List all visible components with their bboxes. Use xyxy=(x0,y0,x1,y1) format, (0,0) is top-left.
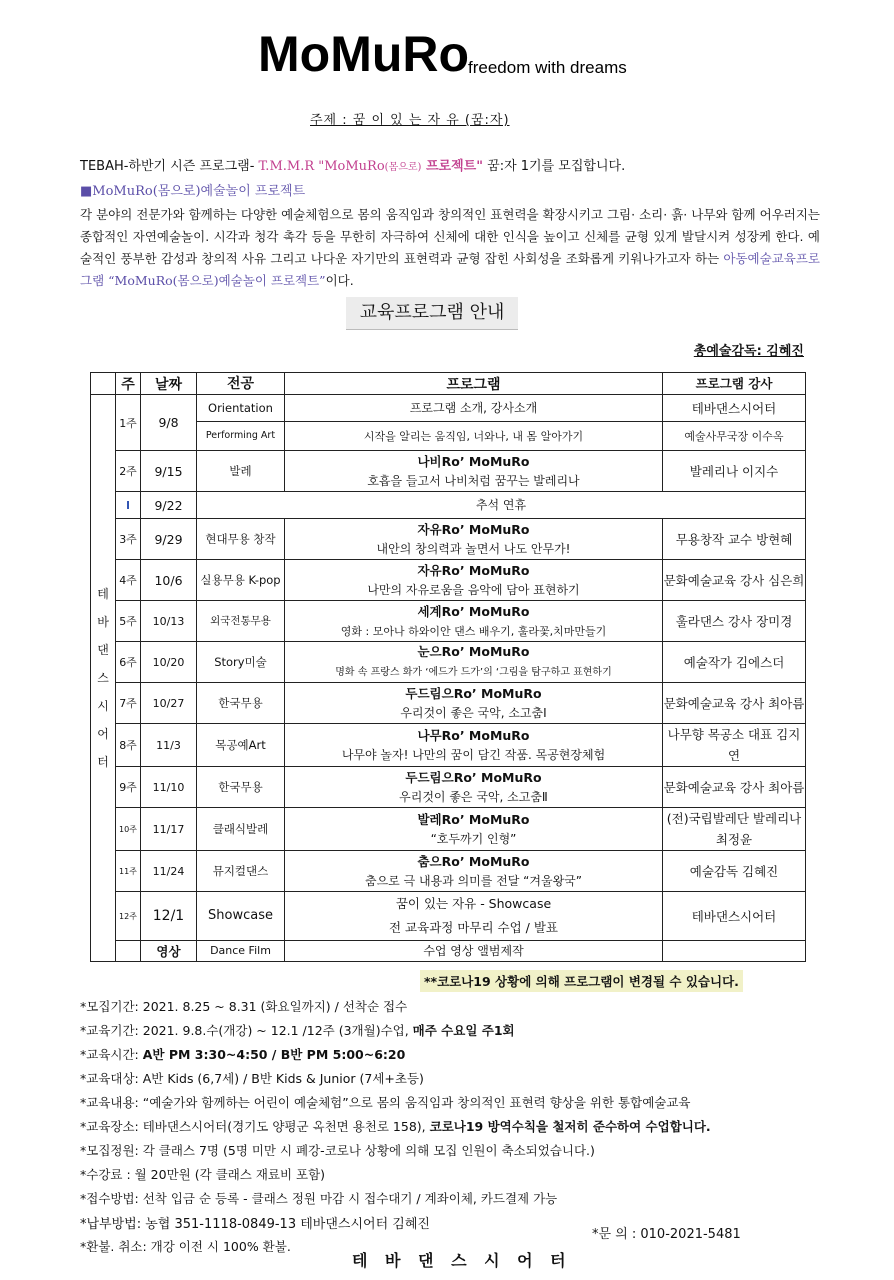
instructor-cell: 문화예술교육 강사 최아름 xyxy=(663,683,806,724)
major-cell: Orientation xyxy=(197,395,285,422)
table-row xyxy=(91,892,806,941)
major-cell: 현대무용 창작 xyxy=(197,519,285,560)
table-row xyxy=(91,492,806,519)
instructor-cell: 테바댄스시어터 xyxy=(663,892,806,941)
program-cell: 두드림으Ro’ MoMuRo 우리것이 좋은 국악, 소고춤Ⅰ xyxy=(285,683,663,724)
table-row xyxy=(91,941,806,962)
major-cell: Performing Art xyxy=(197,422,285,451)
date-cell: 9/22 xyxy=(141,492,197,519)
table-header-row xyxy=(91,373,806,395)
info-capacity: *모집정원: 각 클래스 7명 (5명 미만 시 폐강-코로나 상황에 의해 모집 인원이 축소되었습니다.) xyxy=(80,1143,595,1158)
major-cell: Dance Film xyxy=(197,941,285,962)
table-row xyxy=(91,519,806,560)
info-apply: *접수방법: 선착 입금 순 등록 - 클래스 정원 마감 시 접수대기 / 계좌이체, 카드결제 가능 xyxy=(80,1191,558,1206)
program-cell: 나비Ro’ MoMuRo 호흡을 들고서 나비처럼 꿈꾸는 발레리나 xyxy=(285,451,663,492)
project-name-small: (몸으로) xyxy=(384,162,422,173)
program-cell: 프로그램 소개, 강사소개 xyxy=(285,395,663,422)
instructor-cell xyxy=(663,941,806,962)
major-cell: Showcase xyxy=(197,892,285,941)
program-cell: 시작을 알리는 움직임, 너와나, 내 몸 알아가기 xyxy=(285,422,663,451)
topic-line: 주제 : 꿈 이 있 는 자 유 (꿈:자) xyxy=(310,113,510,128)
instructor-cell: 테바댄스시어터 xyxy=(663,395,806,422)
info-contact: *문 의 : 010-2021-5481 xyxy=(592,1227,741,1242)
table-row xyxy=(91,808,806,851)
major-cell: 외국전통무용 xyxy=(197,601,285,642)
info-place: *교육장소: 테바댄스시어터(경기도 양평군 옥천면 용천로 158), 코로나19 방역수칙을 철저히 준수하여 수업합니다. xyxy=(80,1119,711,1134)
date-cell: 9/15 xyxy=(141,451,197,492)
instructor-cell: 나무향 목공소 대표 김지연 xyxy=(663,724,806,767)
instructor-cell: 예술감독 김혜진 xyxy=(663,851,806,892)
program-cell: 두드림으Ro’ MoMuRo 우리것이 좋은 국악, 소고춤Ⅱ xyxy=(285,767,663,808)
week-cell: 11주 xyxy=(116,851,141,892)
program-cell: 나무Ro’ MoMuRo 나무야 놀자! 나만의 꿈이 담긴 작품. 목공현장체험 xyxy=(285,724,663,767)
instructor-cell: 발레리나 이지수 xyxy=(663,451,806,492)
week-cell: 6주 xyxy=(116,642,141,683)
instructor-cell: 예술작가 김에스더 xyxy=(663,642,806,683)
holiday-cell: 추석 연휴 xyxy=(197,492,806,519)
week-cell: 8주 xyxy=(116,724,141,767)
instructor-cell: (전)국립발레단 발레리나 최정윤 xyxy=(663,808,806,851)
info-target: *교육대상: A반 Kids (6,7세) / B반 Kids & Junior (7세+초등) xyxy=(80,1071,424,1086)
date-cell: 11/3 xyxy=(141,724,197,767)
table-row xyxy=(91,422,806,451)
program-cell: 자유Ro’ MoMuRo 내안의 창의력과 놀면서 나도 안무가! xyxy=(285,519,663,560)
table-row xyxy=(91,601,806,642)
project-subtitle: ■MoMuRo(몸으로)예술놀이 프로젝트 xyxy=(80,184,306,199)
program-cell: 자유Ro’ MoMuRo 나만의 자유로움을 음악에 담아 표현하기 xyxy=(285,560,663,601)
para-program-name: 아동예술교육프로그램 “MoMuRo(몸으로)예술놀이 프로젝트” xyxy=(80,251,820,288)
table-row xyxy=(91,683,806,724)
instructor-cell: 예술사무국장 이수옥 xyxy=(663,422,806,451)
director-line: 총예술감독: 김혜진 xyxy=(693,344,804,359)
logo-tagline: freedom with dreams xyxy=(468,58,627,77)
date-cell: 11/17 xyxy=(141,808,197,851)
table-row xyxy=(91,724,806,767)
header-cell: 프로그램 강사 xyxy=(663,373,806,395)
week-cell: 1주 xyxy=(116,395,141,451)
major-cell: 목공예Art xyxy=(197,724,285,767)
side-label: 테 바 댄 스 시 어 터 xyxy=(91,395,116,962)
para-main: 각 분야의 전문가와 함께하는 다양한 예술체험으로 몸의 움직임과 창의적인 표현력을 확장시키고 그림· 소리· 흙· 나무와 함께 어우러지는 종합적인 자연예술놀이. 시각과 청각 촉각 등을 무한히 자극하여 신체에 대한 인식을 높이고 신체를 균형 있게 발달시켜 성장케 한다. 예술적인 풍부한 감성과 창의적 사유 그리고 나다운 자기만의 표현력과 균형 잡힌 사회성을 조화롭게 키워나가고자 하는 xyxy=(80,207,820,266)
major-cell: Story미술 xyxy=(197,642,285,683)
program-cell: 눈으Ro’ MoMuRo 명화 속 프랑스 화가 ‘에드가 드가’의 ‘그림을 탐구하고 표현하기 xyxy=(285,642,663,683)
week-cell: 2주 xyxy=(116,451,141,492)
info-content: *교육내용: “예술가와 함께하는 어린이 예술체험”으로 몸의 움직임과 창의적인 표현력 향상을 위한 통합예술교육 xyxy=(80,1095,691,1110)
intro-line xyxy=(80,155,625,174)
week-cell: l xyxy=(116,492,141,519)
info-recruit-period: *모집기간: 2021. 8.25 ~ 8.31 (화요일까지) / 선착순 접수 xyxy=(80,999,408,1014)
major-cell: 클래식발레 xyxy=(197,808,285,851)
info-fee: *수강료 : 월 20만원 (각 클래스 재료비 포함) xyxy=(80,1167,326,1182)
project-name: T.M.M.R "MoMuRo xyxy=(258,159,385,174)
week-cell: 4주 xyxy=(116,560,141,601)
date-cell: 10/20 xyxy=(141,642,197,683)
week-cell: 5주 xyxy=(116,601,141,642)
major-cell: 뮤지컬댄스 xyxy=(197,851,285,892)
project-name-end: 프로젝트" xyxy=(421,159,483,174)
table-row xyxy=(91,560,806,601)
date-cell: 11/24 xyxy=(141,851,197,892)
date-cell: 11/10 xyxy=(141,767,197,808)
table-row xyxy=(91,395,806,422)
week-cell: 3주 xyxy=(116,519,141,560)
major-cell: 발레 xyxy=(197,451,285,492)
guide-title: 교육프로그램 안내 xyxy=(346,297,518,330)
info-edu-time: *교육시간: A반 PM 3:30~4:50 / B반 PM 5:00~6:20 xyxy=(80,1047,406,1062)
footer-org-name: 테 바 댄 스 시 어 터 xyxy=(352,1251,572,1270)
program-cell: 수업 영상 앨범제작 xyxy=(285,941,663,962)
date-cell: 9/8 xyxy=(141,395,197,451)
instructor-cell: 무용창작 교수 방현혜 xyxy=(663,519,806,560)
header-cell xyxy=(91,373,116,395)
major-cell: 한국무용 xyxy=(197,767,285,808)
info-edu-period: *교육기간: 2021. 9.8.수(개강) ~ 12.1 /12주 (3개월)수업, 매주 수요일 주1회 xyxy=(80,1023,515,1038)
table-row xyxy=(91,851,806,892)
instructor-cell: 문화예술교육 강사 심은희 xyxy=(663,560,806,601)
program-cell: 춤으Ro’ MoMuRo 춤으로 극 내용과 의미를 전달 “겨울왕국” xyxy=(285,851,663,892)
date-cell: 9/29 xyxy=(141,519,197,560)
header-cell: 프로그램 xyxy=(285,373,663,395)
table-row xyxy=(91,767,806,808)
program-cell: 꿈이 있는 자유 - Showcase 전 교육과정 마무리 수업 / 발표 xyxy=(285,892,663,941)
major-cell: 실용무용 K-pop xyxy=(197,560,285,601)
program-cell: 세계Ro’ MoMuRo 영화 : 모아나 하와이안 댄스 배우기, 훌라꽃,치마만들기 xyxy=(285,601,663,642)
date-cell: 영상 xyxy=(141,941,197,962)
intro-paragraph xyxy=(80,204,820,292)
week-cell: 12주 xyxy=(116,892,141,941)
major-cell: 한국무용 xyxy=(197,683,285,724)
date-cell: 10/13 xyxy=(141,601,197,642)
para-end: 이다. xyxy=(325,273,354,288)
logo-title: MoMuRo xyxy=(258,26,470,82)
program-cell: 발레Ro’ MoMuRo “호두까기 인형” xyxy=(285,808,663,851)
week-cell: 9주 xyxy=(116,767,141,808)
table-row xyxy=(91,642,806,683)
schedule-table xyxy=(90,372,806,962)
date-cell: 10/6 xyxy=(141,560,197,601)
intro-prefix: TEBAH-하반기 시즌 프로그램- xyxy=(80,159,259,174)
instructor-cell: 훌라댄스 강사 장미경 xyxy=(663,601,806,642)
date-cell: 10/27 xyxy=(141,683,197,724)
week-cell: 10주 xyxy=(116,808,141,851)
week-cell xyxy=(116,941,141,962)
intro-suffix: 꿈:자 1기를 모집합니다. xyxy=(483,159,626,174)
header-cell: 주 xyxy=(116,373,141,395)
header-cell: 날짜 xyxy=(141,373,197,395)
header-cell: 전공 xyxy=(197,373,285,395)
instructor-cell: 문화예술교육 강사 최아름 xyxy=(663,767,806,808)
date-cell: 12/1 xyxy=(141,892,197,941)
info-refund: *환불. 취소: 개강 이전 시 100% 환불. xyxy=(80,1239,291,1254)
week-cell: 7주 xyxy=(116,683,141,724)
table-row xyxy=(91,451,806,492)
covid-notice: **코로나19 상황에 의해 프로그램이 변경될 수 있습니다. xyxy=(420,970,743,992)
info-payment: *납부방법: 농협 351-1118-0849-13 테바댄스시어터 김혜진 xyxy=(80,1217,430,1232)
